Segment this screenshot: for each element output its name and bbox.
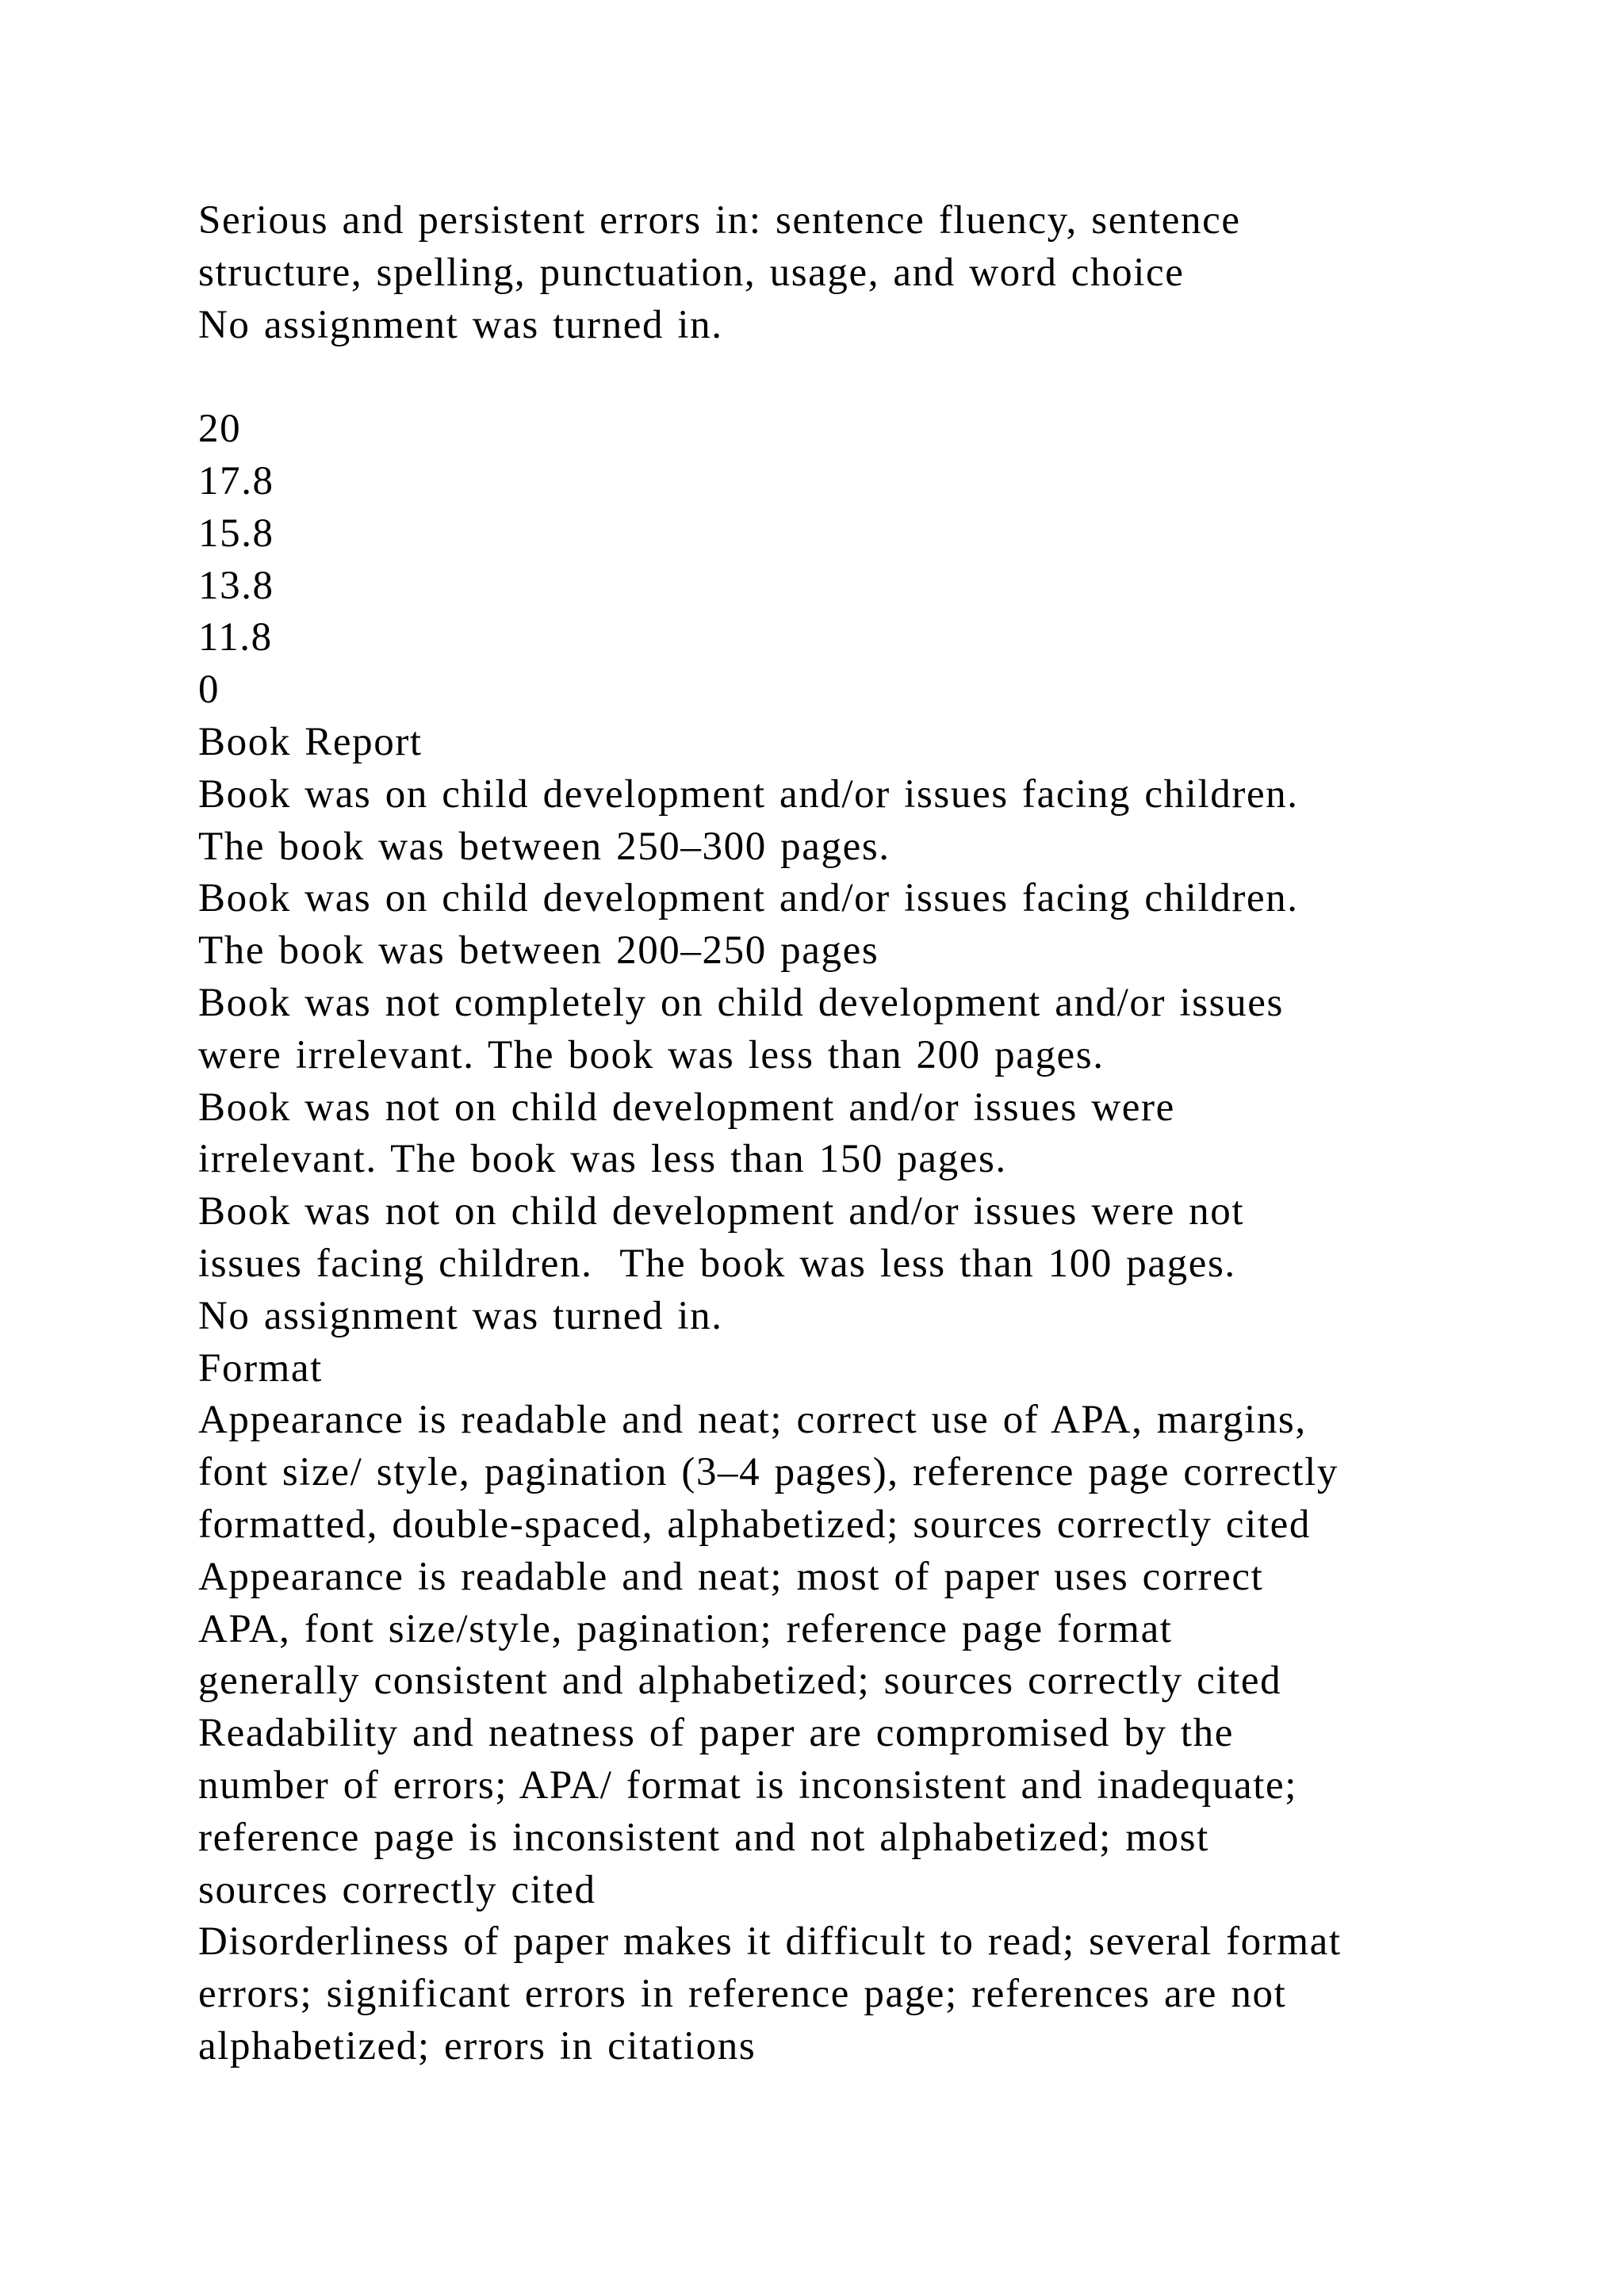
text-line: Book was not on child development and/or issues were — [198, 1085, 1175, 1130]
text-line: Book was on child development and/or issues facing children. — [198, 876, 1299, 921]
blank-line — [198, 351, 1546, 404]
text-line: structure, spelling, punctuation, usage, and word choice — [198, 250, 1185, 295]
text-line: No assignment was turned in. — [198, 302, 723, 347]
text-line: Serious and persistent errors in: sentence fluency, sentence — [198, 198, 1241, 243]
text-line: No assignment was turned in. — [198, 1293, 723, 1338]
text-line: The book was between 200–250 pages — [198, 928, 879, 974]
document-text — [198, 195, 1546, 2073]
text-line: Readability and neatness of paper are compromised by the — [198, 1711, 1235, 1756]
text-line: were irrelevant. The book was less than 200 pages. — [198, 1032, 1105, 1077]
text-line: sources correctly cited — [198, 1867, 596, 1912]
text-line: issues facing children. The book was less than 100 pages. — [198, 1241, 1236, 1286]
text-line: generally consistent and alphabetized; sources correctly cited — [198, 1659, 1282, 1704]
text-line: number of errors; APA/ format is inconsistent and inadequate; — [198, 1762, 1297, 1808]
text-line: APA, font size/style, pagination; reference page format — [198, 1606, 1173, 1651]
score-value: 15.8 — [198, 511, 274, 556]
text-line: The book was between 250–300 pages. — [198, 824, 891, 869]
text-line: Book was not completely on child development and/or issues — [198, 980, 1284, 1025]
text-line: errors; significant errors in reference page; references are not — [198, 1972, 1287, 2017]
score-value: 13.8 — [198, 563, 274, 608]
text-line: font size/ style, pagination (3–4 pages), reference page correctly — [198, 1450, 1339, 1495]
section-heading-book-report: Book Report — [198, 719, 423, 764]
text-line: Appearance is readable and neat; correct use of APA, margins, — [198, 1398, 1307, 1443]
score-value: 17.8 — [198, 458, 274, 503]
section-heading-format: Format — [198, 1345, 323, 1391]
text-line: Appearance is readable and neat; most of paper uses correct — [198, 1554, 1264, 1599]
text-line: Book was not on child development and/or issues were not — [198, 1189, 1245, 1234]
text-line: formatted, double-spaced, alphabetized; sources correctly cited — [198, 1502, 1311, 1547]
text-line: alphabetized; errors in citations — [198, 2023, 756, 2068]
score-value: 11.8 — [198, 615, 273, 660]
score-value: 20 — [198, 407, 242, 452]
score-value: 0 — [198, 668, 220, 713]
text-line: Disorderliness of paper makes it difficult to read; several format — [198, 1919, 1342, 1965]
text-line: reference page is inconsistent and not alphabetized; most — [198, 1815, 1209, 1860]
text-line: irrelevant. The book was less than 150 pages. — [198, 1137, 1007, 1182]
text-line: Book was on child development and/or issues facing children. — [198, 771, 1299, 817]
